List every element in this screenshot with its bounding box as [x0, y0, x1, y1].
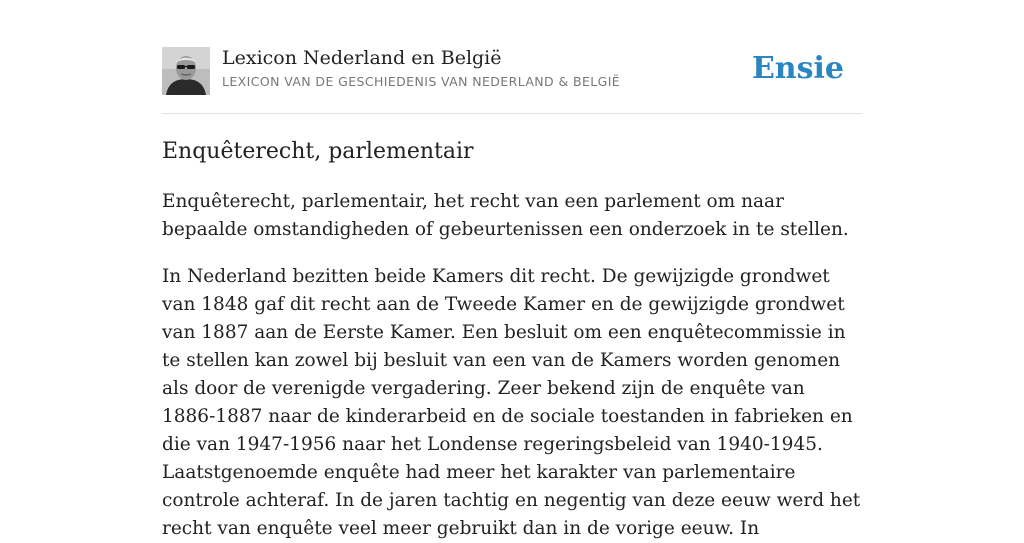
source-header: [162, 46, 862, 96]
article-title: Enquêterecht, parlementair: [162, 139, 474, 164]
source-title[interactable]: Lexicon Nederland en België: [222, 47, 502, 69]
ensie-logo[interactable]: Ensie: [751, 51, 844, 86]
article-paragraph: In Nederland bezitten beide Kamers dit recht. De gewijzigde grondwet van 1848 gaf dit recht aan de Tweede Kamer en de gewijzigde grondwet van 1887 aan de Eerste Kamer. Een besluit om een enquêtecommissie in te stellen kan zowel bij besluit van een van de Kamers worden genomen als door de verenigde vergadering. Zeer bekend zijn de enquête van 1886-1887 naar de kinderarbeid en de sociale toestanden in fabrieken en die van 1947-1956 naar het Londense regeringsbeleid van 1940-1945. Laatstgenoemde enquête had meer het karakter van parlementaire controle achteraf. In de jaren tachtig en negentig van deze eeuw werd het recht van enquête veel meer gebruikt dan in de vorige eeuw. In: [162, 266, 861, 539]
article-paragraph: Enquêterecht, parlementair, het recht van een parlement om naar bepaalde omstandigheden of gebeurtenissen een onderzoek in te stellen.: [162, 191, 849, 240]
article: [162, 136, 862, 543]
header-divider: [162, 113, 862, 114]
author-portrait-icon[interactable]: [162, 47, 210, 95]
source-subtitle: LEXICON VAN DE GESCHIEDENIS VAN NEDERLAND & BELGIË: [222, 74, 621, 89]
